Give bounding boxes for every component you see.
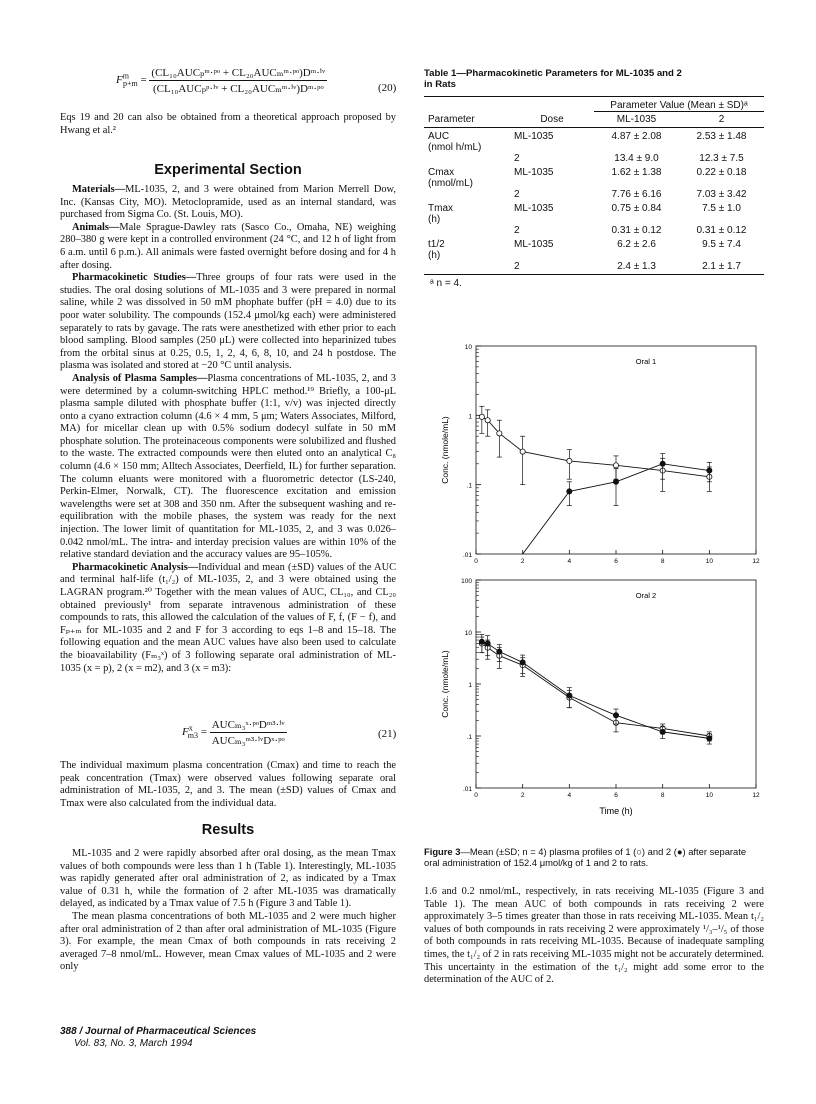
table-1-title: Table 1—Pharmacokinetic Parameters for ML-1035 and 2 in Rats	[424, 68, 682, 90]
y-tick-label: 10	[464, 630, 472, 637]
data-point-filled	[707, 736, 712, 741]
table-row	[424, 200, 764, 225]
value-cell: 0.75 ± 0.84	[611, 203, 662, 214]
value-cell: 7.76 ± 6.16	[611, 189, 662, 200]
x-tick-label: 4	[567, 792, 572, 799]
table-1-grid	[424, 97, 764, 272]
table-row	[424, 153, 764, 164]
data-point-filled	[660, 729, 665, 734]
table-1	[424, 68, 764, 289]
y-tick-label: .01	[462, 552, 472, 559]
chart-title: Oral 2	[635, 591, 657, 600]
x-tick-label: 8	[660, 558, 665, 565]
value-cell: 7.5 ± 1.0	[702, 203, 741, 214]
chart-oral-2	[440, 578, 760, 816]
y-tick-label: .1	[466, 482, 472, 490]
data-point-filled	[707, 468, 712, 473]
table-row	[424, 261, 764, 272]
y-tick-label: .01	[462, 786, 472, 793]
series-line	[482, 417, 710, 477]
pk-studies-paragraph: Pharmacokinetic Studies—Three groups of four rats were used in the studies. The oral dosing solutions of ML-1035 and 3 were prepared in normal saline, while 2 was dissolved in 50 mM phophate buffer (pH = 4.0) due to its poor water solubility. The compounds (152.4 μmol/kg each) were administered separately to rats by gavage. The rats were anesthetized with ether prior to each blood sampling. Blood samples (250 μL) were collected into heparinized tubes from the orbital sinus at 0.25, 0.5, 1, 2, 4, 6, 8, 10, and 24 h postdose. The plasma was isolated and stored at −20 °C until analysis.	[60, 272, 396, 372]
x-tick-label: 2	[520, 792, 525, 799]
value-cell: 2.53 ± 1.48	[696, 131, 747, 142]
table-row	[424, 189, 764, 200]
value-cell: 0.31 ± 0.12	[696, 225, 747, 236]
experimental-body	[60, 184, 396, 675]
plot-frame	[476, 580, 756, 788]
results-heading: Results	[201, 822, 255, 838]
chart-oral-1	[440, 344, 760, 565]
data-point-filled	[479, 639, 484, 644]
data-point-filled	[520, 660, 525, 665]
table-row	[424, 225, 764, 236]
eq20-fraction	[149, 66, 327, 95]
param-cell: Tmax (h)	[428, 203, 453, 225]
value-cell: 4.87 ± 2.08	[611, 131, 662, 142]
x-tick-label: 4	[567, 558, 572, 565]
x-tick-label: 6	[614, 558, 618, 565]
data-point-open	[613, 463, 618, 468]
y-axis-label: Conc. (nmole/mL)	[440, 650, 450, 718]
value-cell: 0.31 ± 0.12	[611, 225, 662, 236]
table-row	[424, 164, 764, 189]
dose-cell: ML-1035	[514, 203, 554, 214]
value-cell: 1.62 ± 1.38	[611, 167, 662, 178]
eq21-numerator: AUCₘ₃ˣ·ᵖᵒDᵐ³·ⁱᵛ	[211, 719, 285, 731]
results-paragraph-1: ML-1035 and 2 were rapidly absorbed after oral dosing, as the mean Tmax values of both compounds were less than 1 h (Table 1). Interestingly, ML-1035 was rapidly generated after oral administration of 2, as indicated by a Tmax value of 0.31 h, while the formation of 2 after ML-1035 was dramatically delayed, as indicated by a Tmax value of 7.5 h (Figure 3 and Table 1).	[60, 848, 396, 910]
eq20-denominator: (CL₁₀AUCₚᵖ·ⁱᵛ + CL₂₀AUCₘᵐ·ⁱᵛ)Dᵐ·ᵖᵒ	[152, 83, 324, 95]
pk-analysis-paragraph: Pharmacokinetic Analysis—Individual and mean (±SD) values of the AUC and terminal half-life (t₁/₂) of ML-1035, 2, and 3 were obtained using the LAGRAN program.²⁰ Together with the mean values of AUC, CL₁₀, and CL₂₀ obtained previously¹ from separate intravenous administration of these compounds to rats, this allowed the calculation of the values of F, f, (F − f), and Fₚ₊ₘ for ML-1035 and 2 and F for 3 according to eqs 1–8 and 15–18. The following equation and the mean AUC values have also been used to calculate the bioavailability (Fₘ₃ˣ) of 3 following separate oral administration of ML-1035 (x = p), 2 (x = m2), and 3 (x = m3):	[60, 561, 396, 674]
x-axis-label: Time (h)	[599, 806, 633, 816]
data-point-filled	[485, 641, 490, 646]
col-header-2: 2	[718, 114, 725, 125]
x-tick-label: 12	[752, 558, 760, 565]
value-cell: 13.4 ± 9.0	[614, 153, 659, 164]
value-cell: 2.1 ± 1.7	[702, 261, 741, 272]
dose-cell: ML-1035	[514, 167, 554, 178]
x-tick-label: 8	[660, 792, 665, 799]
eq20-numerator: (CL₁₀AUCₚᵐ·ᵖᵒ + CL₂₀AUCₘᵐ·ᵖᵒ)Dᵐ·ⁱᵛ	[151, 67, 326, 79]
series-line	[482, 644, 710, 736]
table-group-header: Parameter Value (Mean ± SD)ᵃ	[594, 97, 764, 112]
data-point-filled	[567, 489, 572, 494]
x-tick-label: 6	[614, 792, 618, 799]
after-eq21	[60, 760, 396, 810]
param-cell: t1/2 (h)	[428, 239, 445, 261]
results-body	[60, 848, 396, 974]
value-cell: 7.03 ± 3.42	[696, 189, 747, 200]
y-tick-label: 1	[468, 682, 472, 689]
data-point-filled	[613, 713, 618, 718]
eq20-lhs: $F^m_{p+m}$	[116, 71, 138, 89]
data-point-open	[497, 431, 502, 436]
equation-21: $F^x_{m3}$ = $\frac{\text{AUCₘ₃ˣ·ᵖᵒDᵐ³·ⁱᵛ}}{\text{AUCₘ₃ᵐ³·ⁱᵛDˣ·ᵖᵒ}}$	[182, 719, 285, 747]
data-point-open	[567, 458, 572, 463]
param-cell	[424, 261, 510, 272]
y-axis-label: Conc. (nmole/mL)	[440, 416, 450, 484]
data-point-filled	[567, 693, 572, 698]
param-cell	[424, 225, 510, 236]
data-point-filled	[497, 649, 502, 654]
y-tick-label: .1	[466, 734, 472, 741]
chart-title: Oral 1	[635, 357, 657, 366]
cmax-tmax-paragraph: The individual maximum plasma concentration (Cmax) and time to reach the peak concentration (Tmax) were observed values following separate oral administration of ML-1035, 2, and 3. The mean (±SD) values of Cmax and Tmax were also calculated from the individual data.	[60, 760, 396, 809]
x-tick-label: 10	[705, 792, 713, 799]
data-point-open	[520, 449, 525, 454]
dose-cell: 2	[514, 261, 520, 272]
eq21-denominator: AUCₘ₃ᵐ³·ⁱᵛDˣ·ᵖᵒ	[211, 735, 285, 747]
right-column-text	[424, 886, 764, 987]
col-header-parameter: Parameter	[428, 113, 475, 125]
data-point-open	[485, 418, 490, 423]
table-row	[424, 236, 764, 261]
param-cell	[424, 153, 510, 164]
left-column-intro	[60, 112, 396, 137]
dose-cell: 2	[514, 225, 520, 236]
figure-3	[424, 338, 764, 842]
x-tick-label: 10	[705, 558, 713, 565]
col-header-ml1035: ML-1035	[616, 114, 657, 125]
x-tick-label: 12	[752, 792, 760, 799]
value-cell: 2.4 ± 1.3	[617, 261, 656, 272]
eq21-fraction	[210, 718, 287, 747]
plot-frame	[476, 346, 756, 554]
intro-paragraph: Eqs 19 and 20 can also be obtained from a theoretical approach proposed by Hwang et al.²	[60, 112, 396, 136]
series-line	[482, 642, 710, 739]
results-paragraph-2: The mean plasma concentrations of both ML-1035 and 2 were much higher after oral administration of 2 than after oral administration of ML-1035 (Figure 3). For example, the mean Cmax of both compounds in rats receiving 2 averaged 7–8 nmol/mL. However, mean Cmax values of ML-1035 and 2 were only	[60, 910, 396, 973]
x-tick-label: 0	[474, 558, 478, 565]
analysis-paragraph: Analysis of Plasma Samples—Plasma concentrations of ML-1035, 2, and 3 were determined by a column-switching HPLC method.¹⁹ Briefly, a 100-μL plasma sample diluted with phosphate buffer (1:1, v/v) was injected directly onto a cyano extraction column (4.6 × 4 mm, 5 μm; Waters Associates, Milford, MA) for micellar clean up with 0.5% sodium dodecyl sulfate in 50 mM phosphate solution. The proteinaceous components were solubilized and flushed to the waste. The extracted compounds were then eluted onto an analytical C₈ column (4.6 × 150 mm; Alltech Associates, Deerfield, IL) for further separation. The column eluants were monitored with a fluorometric detector (LS-240, Perkin-Elmer, Norwalk, CT). The fluorescence excitation and emission wavelengths were set at 308 and 350 nm. After the subsequent washing and re-equilibration with the mobile phases, the system was ready for the next injection. The lower limit of quantitation for ML-1035, 2, and 3 was 0.026–0.042 nmol/mL. The intra- and interday precision values are within 10% of the relative standard deviation and the accuracy values are 95–105%.	[60, 372, 396, 561]
y-tick-label: 10	[464, 344, 472, 351]
x-tick-label: 2	[520, 558, 525, 565]
table-row	[424, 128, 764, 154]
value-cell: 9.5 ± 7.4	[702, 239, 741, 250]
eq21-number: (21)	[378, 728, 397, 740]
param-cell: Cmax (nmol/mL)	[428, 167, 474, 189]
param-cell	[424, 189, 510, 200]
data-point-filled	[613, 479, 618, 484]
dose-cell: ML-1035	[514, 239, 554, 250]
equation-20: $F^m_{p+m}$ = $\frac{\text{(CL₁₀AUCₚᵐ·ᵖᵒ + CL₂₀AUCₘᵐ·ᵖᵒ)Dᵐ·ⁱᵛ}}{\text{(CL₁₀AUCₚᵖ·ⁱᵛ + CL₂₀AUCₘᵐ·ⁱᵛ)Dᵐ·ᵖᵒ}}$	[116, 67, 326, 95]
animals-paragraph: Animals—Male Sprague-Dawley rats (Sasco Co., Omaha, NE) weighing 280–380 g were kept in a controlled environment (24 °C, and 12 h of light from 6 a.m. until 6 p.m.). All animals were fasted overnight before dosing and for 4 h after dosing.	[60, 221, 396, 271]
eq20-number: (20)	[378, 82, 397, 94]
results-continued-paragraph: 1.6 and 0.2 nmol/mL, respectively, in rats receiving ML-1035 (Figure 3 and Table 1). The mean AUC of both compounds in rats receiving 2 were approximately 3–5 times greater than those in rats receiving ML-1035. Mean t₁/₂ values of both compounds in rats receiving 2 were approximately ¹/₃–¹/₅ of those of both compounds in rats receiving ML-1035. Because of inadequate sampling times, the t₁/₂ of 2 in rats receiving ML-1035 might not be accurately determined. This uncertainty in the estimation of the t₁/₂ might add some error to the determination of the AUC of 2.	[424, 886, 764, 986]
value-cell: 6.2 ± 2.6	[617, 239, 656, 250]
value-cell: 12.3 ± 7.5	[699, 153, 744, 164]
materials-paragraph: Materials—ML-1035, 2, and 3 were obtained from Marion Merrell Dow, Inc. (Kansas City, MO). Metoclopramide, used as an internal standard, was purchased from Sigma Co. (St. Louis, MO).	[60, 184, 396, 221]
param-cell: AUC (nmol h/mL)	[428, 131, 482, 153]
data-point-filled	[660, 461, 665, 466]
page-footer	[60, 1026, 256, 1050]
x-tick-label: 0	[474, 792, 478, 799]
data-point-open	[479, 414, 484, 419]
col-header-dose: Dose	[540, 113, 564, 125]
y-tick-label: 1	[468, 413, 472, 421]
dose-cell: ML-1035	[514, 131, 554, 142]
table-footnote: ᵃ n = 4.	[430, 278, 462, 289]
dose-cell: 2	[514, 189, 520, 200]
figure-caption: Figure 3—Mean (±SD; n = 4) plasma profiles of 1 (○) and 2 (●) after separate oral administration of 152.4 μmol/kg of 1 and 2 to rats.	[424, 846, 747, 868]
footer-journal: 388 / Journal of Pharmaceutical Sciences	[60, 1026, 257, 1037]
experimental-heading: Experimental Section	[154, 162, 302, 178]
footer-volume: Vol. 83, No. 3, March 1994	[74, 1038, 193, 1049]
y-tick-label: 100	[461, 578, 472, 585]
dose-cell: 2	[514, 153, 520, 164]
value-cell: 0.22 ± 0.18	[696, 167, 747, 178]
